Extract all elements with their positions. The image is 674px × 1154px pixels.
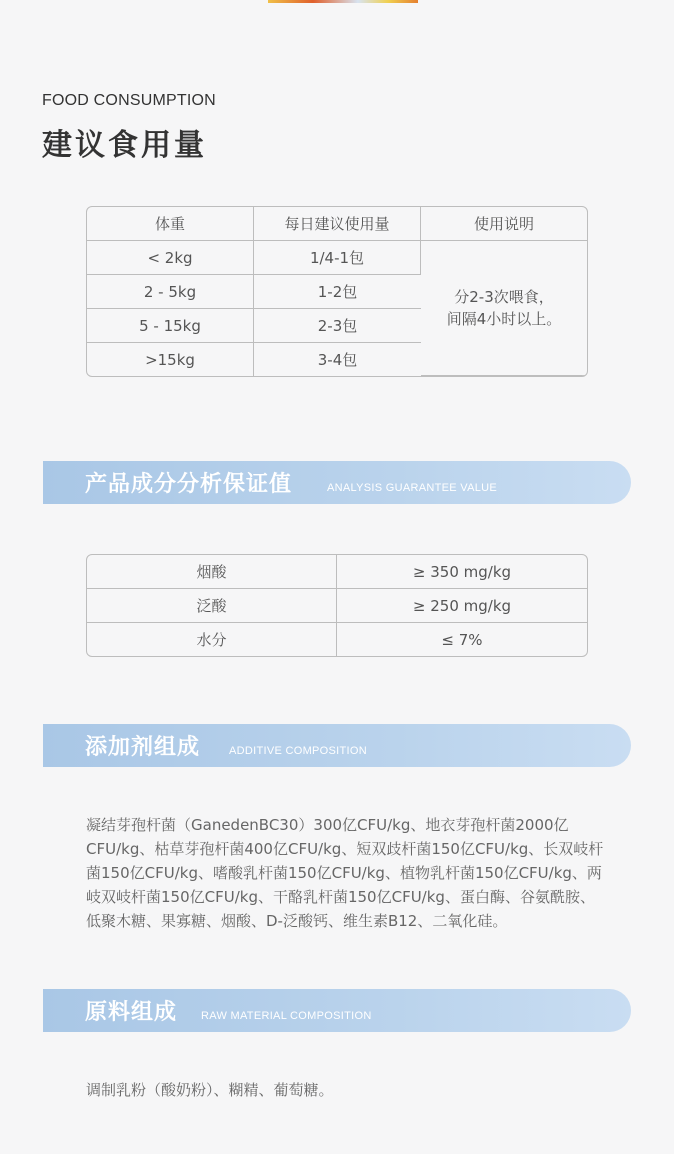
weight-cell: 2 - 5kg bbox=[87, 275, 254, 309]
additive-composition-text: 凝结芽孢杆菌（GanedenBC30）300亿CFU/kg、地衣芽孢杆菌2000亿CFU/kg、枯草芽孢杆菌400亿CFU/kg、短双歧杆菌150亿CFU/kg、长双岐杆菌150亿CFU/kg、嗜酸乳杆菌150亿CFU/kg、植物乳杆菌150亿CFU/kg、两岐双岐杆菌150亿CFU/kg、干酪乳杆菌150亿CFU/kg、蛋白酶、谷氨酰胺、低聚木糖、果寡糖、烟酸、D-泛酸钙、维生素B12、二氧化硅。 bbox=[86, 816, 604, 930]
usage-note-line: 分2-3次喂食， bbox=[454, 288, 554, 306]
amount-cell: 2-3包 bbox=[254, 309, 421, 343]
amount-cell: 3-4包 bbox=[317, 351, 358, 369]
usage-note-cell bbox=[421, 241, 587, 376]
nutrient-value-cell: ≥ 350 mg/kg bbox=[337, 555, 587, 589]
usage-note-line: 间隔4小时以上。 bbox=[446, 310, 562, 328]
raw-material-title-cn: 原料组成 bbox=[85, 1000, 178, 1025]
raw-material-text: 调制乳粉（酸奶粉）、糊精、葡萄糖。 bbox=[86, 1081, 334, 1099]
nutrient-value-cell: ≥ 250 mg/kg bbox=[337, 589, 587, 623]
header-daily-amount: 每日建议使用量 bbox=[254, 207, 421, 241]
table-row bbox=[87, 589, 587, 623]
amount-cell: 1-2包 bbox=[254, 275, 421, 309]
table-row bbox=[87, 241, 587, 275]
raw-material-title-en: RAW MATERIAL COMPOSITION bbox=[201, 1010, 372, 1022]
nutrient-value-cell: ≤ 7% bbox=[441, 630, 483, 649]
table-row bbox=[87, 623, 587, 656]
food-consumption-title-cn: 建议食用量 bbox=[42, 128, 207, 163]
table-row bbox=[87, 555, 587, 589]
raw-material-section-banner bbox=[43, 989, 631, 1032]
top-decoration-strip bbox=[268, 0, 418, 3]
analysis-title-en: ANALYSIS GUARANTEE VALUE bbox=[327, 482, 498, 494]
weight-cell: 5 - 15kg bbox=[87, 309, 254, 343]
nutrient-name-cell: 泛酸 bbox=[87, 589, 337, 623]
amount-cell: 1/4-1包 bbox=[254, 241, 421, 275]
nutrient-name-cell: 水分 bbox=[87, 623, 337, 656]
analysis-title-cn: 产品成分分析保证值 bbox=[85, 472, 293, 497]
nutrient-name-cell: 烟酸 bbox=[87, 555, 337, 589]
food-consumption-title-en: FOOD CONSUMPTION bbox=[42, 92, 216, 109]
header-usage: 使用说明 bbox=[421, 207, 587, 241]
analysis-section-banner bbox=[43, 461, 631, 504]
weight-cell: < 2kg bbox=[87, 241, 254, 275]
analysis-table bbox=[86, 554, 588, 657]
weight-cell: >15kg bbox=[87, 343, 254, 376]
header-weight: 体重 bbox=[87, 207, 254, 241]
additive-title-en: ADDITIVE COMPOSITION bbox=[229, 745, 368, 757]
table-header-row bbox=[87, 207, 587, 241]
additive-title-cn: 添加剂组成 bbox=[85, 735, 201, 760]
dosage-table bbox=[86, 206, 588, 377]
additive-section-banner bbox=[43, 724, 631, 767]
